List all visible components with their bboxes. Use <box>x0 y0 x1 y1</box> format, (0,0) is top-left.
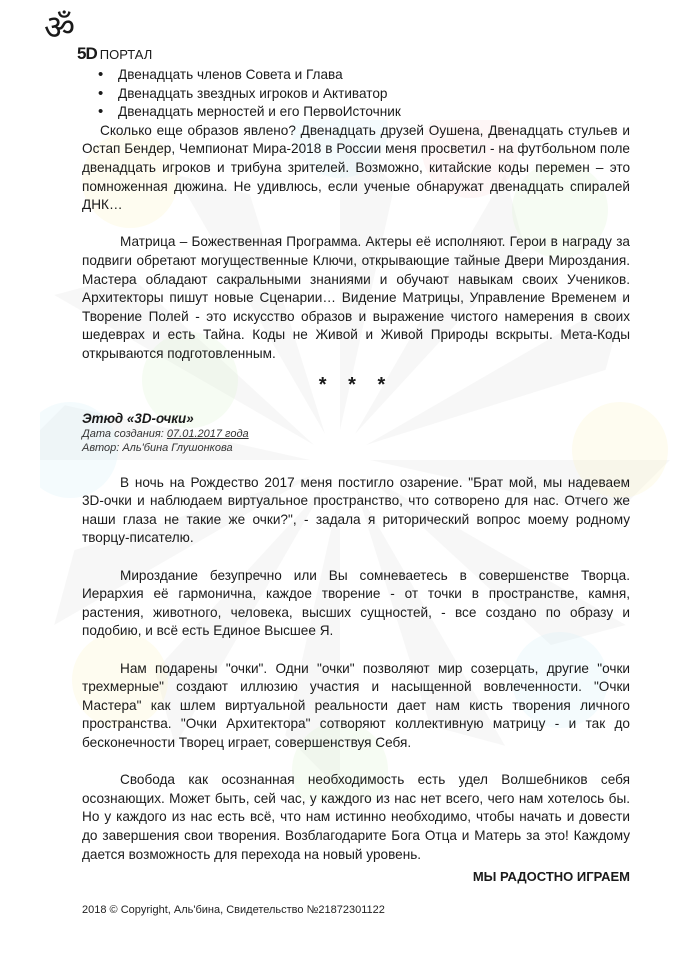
paragraph: Нам подарены "очки". Одни "очки" позволяют мир созерцать, другие "очки трехмерные" создают иллюзию участия и насыщенной вовлеченности. "Очки Мастера" как шлем виртуальной реальности дает нам кисть творения личного пространства. "Очки Архитектора" сотворяют коллективную матрицу - и так до бесконечности Творец играет, совершенствуя Себя. <box>82 660 630 750</box>
signature: МЫ РАДОСТНО ИГРАЕМ <box>472 869 630 885</box>
etude-title: Этюд «3D-очки» <box>82 411 194 427</box>
section-separator: * * * <box>318 373 394 396</box>
paragraph: Мироздание безупречно или Вы сомневаетесь в совершенстве Творца. Иерархия её гармонична, каждое творение - от точки в пространстве, камня, растения, животного, человека, высших сущностей, - все создано по образу и подобию, и всё есть Единое Высшее Я. <box>82 567 630 639</box>
paragraph: В ночь на Рождество 2017 меня постигло озарение. "Брат мой, мы надеваем 3D-очки и наблюдаем виртуальное пространство, что сотворено для нас. Отчего же наши глаза не такие же очки?", - задала я риторический вопрос моему родному творцу-писателю. <box>82 474 630 546</box>
bullet-list <box>82 66 630 122</box>
portal-logo <box>44 8 152 64</box>
date-label: Дата создания: <box>82 428 167 441</box>
bullet-item: • Двенадцать звездных игроков и Активатор <box>82 85 630 104</box>
copyright-footer: 2018 © Copyright, Аль'бина, Свидетельство №21872301122 <box>82 904 385 916</box>
paragraph: Свобода как осознанная необходимость есть удел Волшебников себя осознающих. Может быть, сей час, у каждого из нас нет всего, чего нам хотелось бы. Но у каждого из нас есть всё, что нам истинно необходимо, чтобы начать и довести до завершения свои творения. Возблагодарите Бога Отца и Матерь за это! Каждому дается возможность для перехода на новый уровень. <box>82 772 630 862</box>
paragraph: Матрица – Божественная Программа. Актеры её исполняют. Герои в награду за подвиги обретают могущественные Ключи, открывающие тайные Двери Мироздания. Мастера обладают сакральными знаниями и обучают навыкам своих Учеников. Архитекторы пишут новые Сценарии… Видение Матрицы, Управление Временем и Творение Полей - это искусство образов и выражение чистого намерения в своих шедеврах и есть Тайна. Коды не Живой и Живой Природы вскрыты. Мета-Коды открываются подготовленным. <box>82 234 630 361</box>
document-body <box>82 66 630 887</box>
paragraph: Сколько еще образов явлено? Двенадцать друзей Оушена, Двенадцать стульев и Остап Бендер, Чемпионат Мира-2018 в России меня просветил - на футбольном поле двенадцать игроков и трибуна зрителей. Возможно, китайские коды перемен – это помноженная дюжина. Не удивлюсь, если ученые обнаружат двенадцать спиралей ДНК… <box>82 122 630 213</box>
logo-text: ПОРТАЛ <box>99 47 153 62</box>
etude-date <box>82 427 630 441</box>
bullet-item: • Двенадцать членов Совета и Глава <box>82 66 630 85</box>
om-icon: ॐ <box>44 8 76 48</box>
etude-author: Автор: Аль'бина Глушонкова <box>82 442 233 455</box>
date-value: 07.01.2017 года <box>166 428 249 441</box>
logo-5d: 5D <box>77 44 97 63</box>
bullet-item: • Двенадцать мерностей и его ПервоИсточник <box>82 103 630 122</box>
